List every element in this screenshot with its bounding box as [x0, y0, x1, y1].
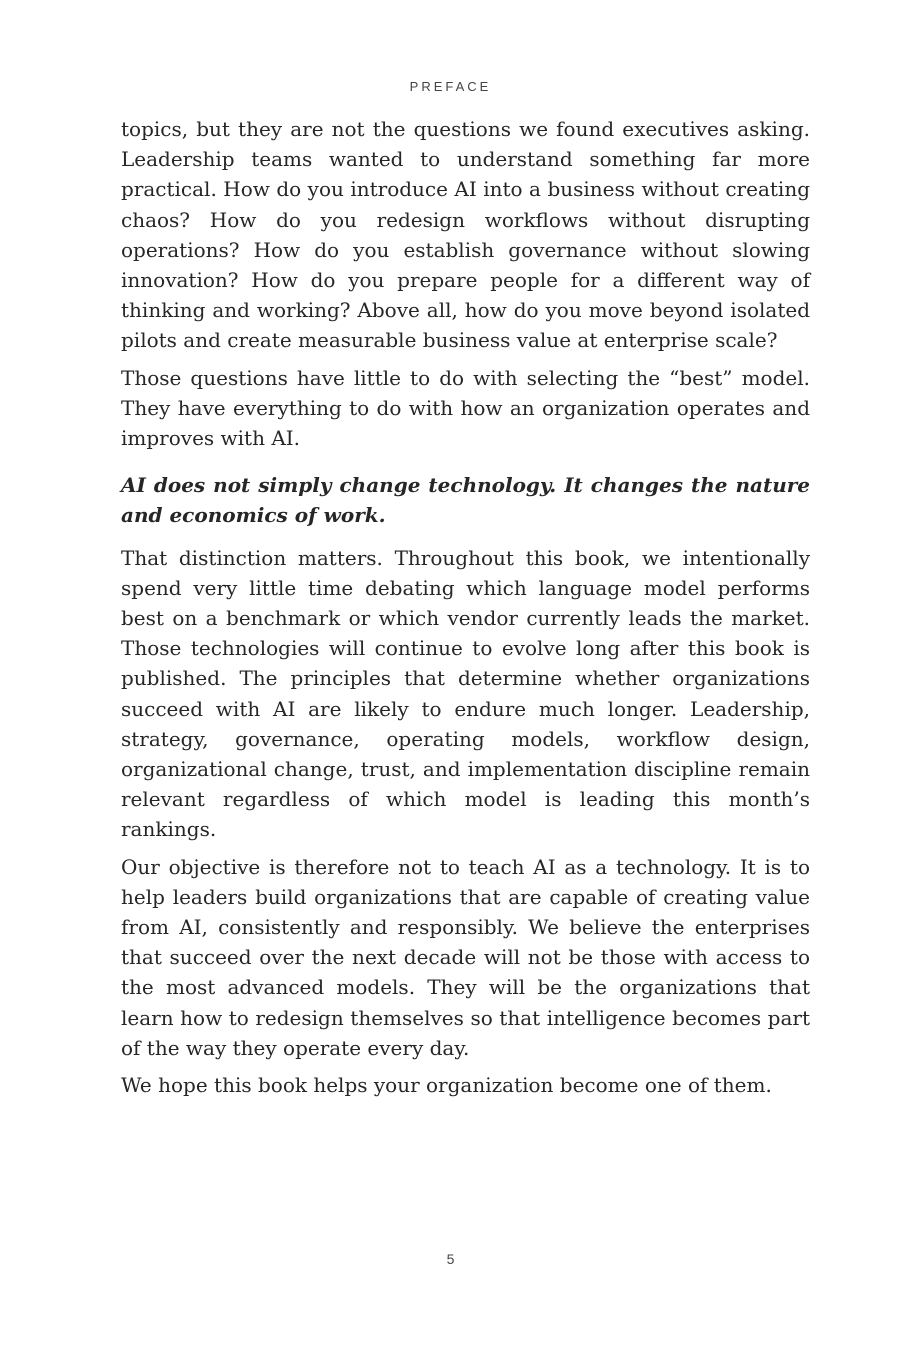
page-number: 5 — [446, 1251, 455, 1267]
paragraph-objective: Our objective is therefore not to teach AI as a technology. It is to help leaders build organizations that are capable of creating value from AI, consistently and responsibly. We believe the enterprises that succeed over the next decade will not be those with access to the most advanced models. They will be the organizations that learn how to redesign themselves so that intelligence becomes part of the way they operate every day. — [121, 854, 810, 1060]
pull-quote: AI does not simply change technology. It changes the nature and economics of work. — [121, 473, 810, 528]
paragraph-continuation: topics, but they are not the questions we found executives asking. Leadership teams wanted to understand something far more practical. How do you introduce AI into a business without creating chaos? How do you redesign workflows without disrupting operations? How do you establish governance without slowing innovation? How do you prepare people for a different way of thinking and working? Above all, how do you move beyond isolated pilots and create measurable business value at enterprise scale? — [121, 117, 810, 353]
body-text — [121, 114, 810, 1107]
running-header: PREFACE — [409, 79, 492, 94]
paragraph-distinction: That distinction matters. Throughout this book, we intentionally spend very little time debating which language model performs best on a benchmark or which vendor currently leads the market. Those technologies will continue to evolve long after this book is published. The principles that determine whether organizations succeed with AI are likely to endure much longer. Leadership, strategy, governance, operating models, workflow design, organizational change, trust, and implementation discipline remain relevant regardless of which model is leading this month’s rankings. — [121, 545, 810, 842]
paragraph-questions: Those questions have little to do with selecting the “best” model. They have everything to do with how an organization operates and improves with AI. — [121, 365, 810, 451]
paragraph-closing: We hope this book helps your organization become one of them. — [121, 1073, 772, 1098]
